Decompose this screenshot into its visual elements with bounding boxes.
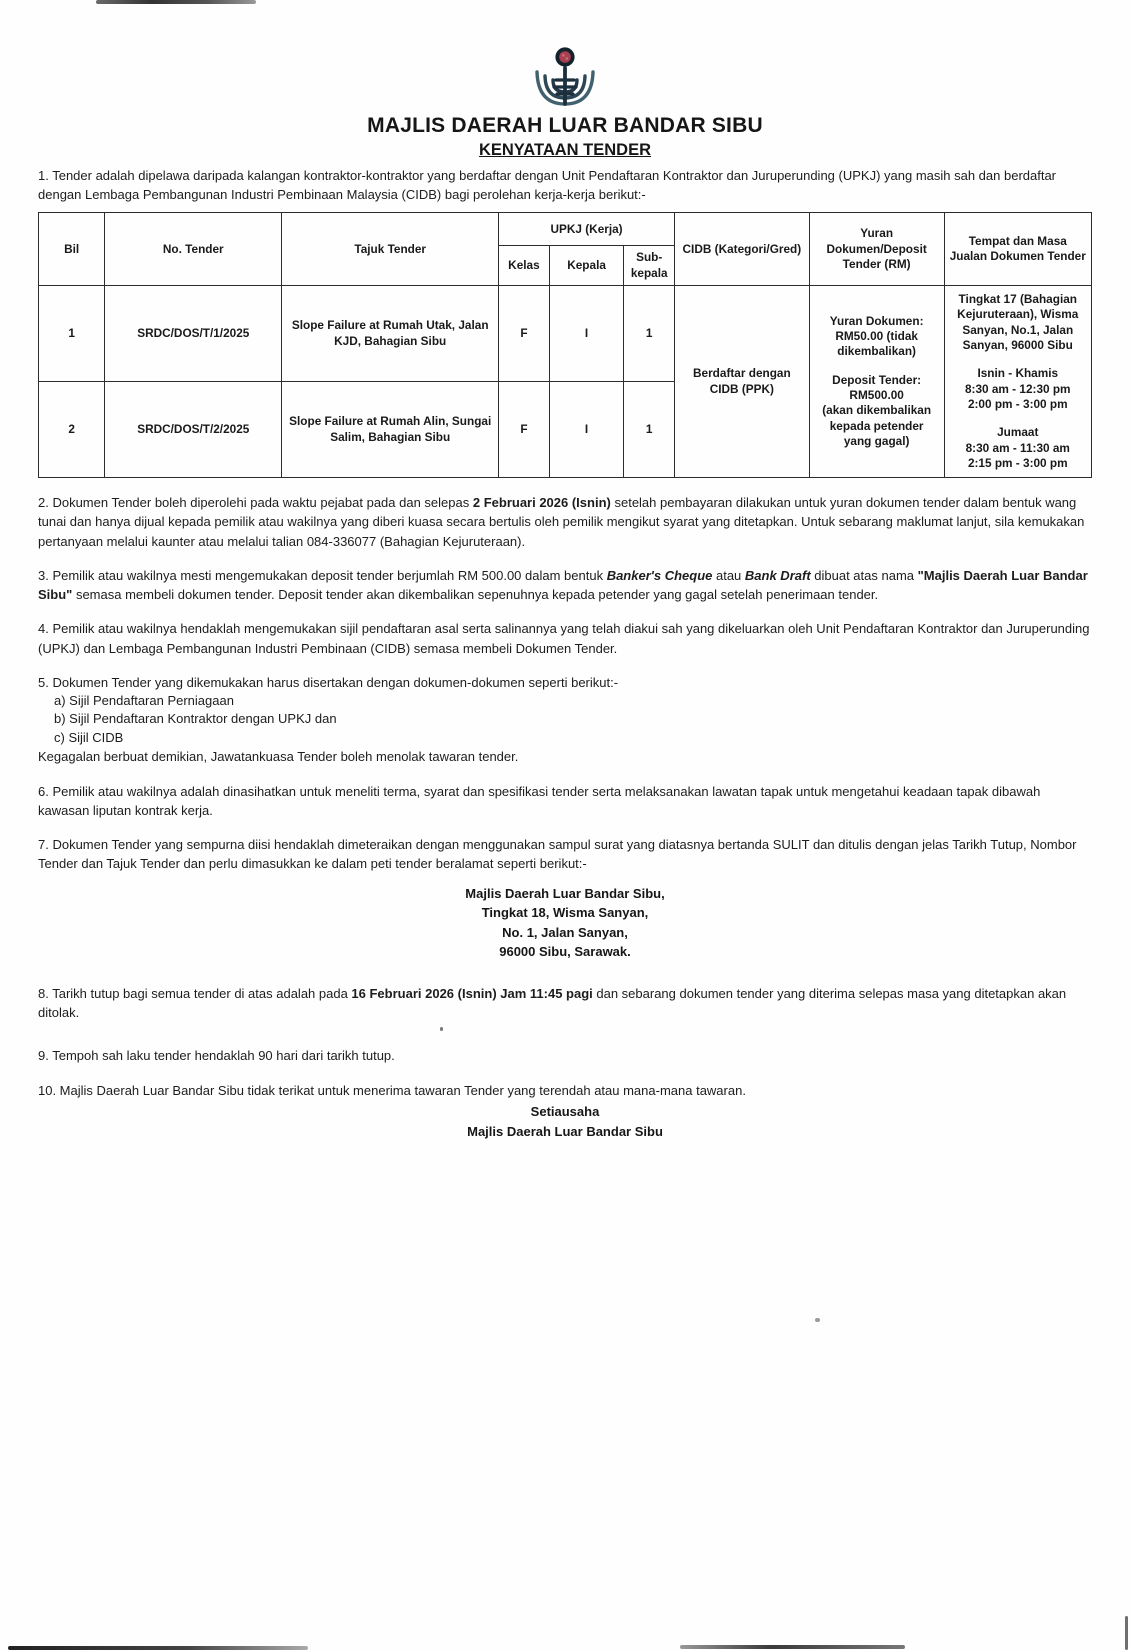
yuran-fee-detail: RM50.00 (tidak dikembalikan) xyxy=(835,329,918,359)
clause-5-item-c: c) Sijil CIDB xyxy=(54,729,124,745)
header-logo-container xyxy=(38,0,1092,112)
address-line: Tingkat 18, Wisma Sanyan, xyxy=(481,905,649,921)
col-header-upkj-group: UPKJ (Kerja) xyxy=(499,213,675,246)
col-header-tempat: Tempat dan Masa Jualan Dokumen Tender xyxy=(944,213,1091,286)
document-title: KENYATAAN TENDER xyxy=(478,141,652,159)
tempat-time1a: 8:30 am - 12:30 pm xyxy=(964,381,1071,396)
col-header-tajuk: Tajuk Tender xyxy=(282,213,499,286)
col-header-cidb: CIDB (Kategori/Gred) xyxy=(674,213,809,286)
clause-10: 10. Majlis Daerah Luar Bandar Sibu tidak terikat untuk menerima tawaran Tender yang terendah atau mana-mana tawaran. xyxy=(38,1083,746,1099)
cell-kepala: I xyxy=(549,286,624,382)
clause-2-text: setelah pembayaran dilakukan untuk yuran dokumen tender dalam bentuk wang tunai dan hanya dijual kepada pemilik atau wakilnya yang diberi kuasa secara bertulis oleh pemilik mengikut syarat yang ditetapkan. Untuk sebarang maklumat lanjut, sila kemukakan pertanyaan melalui kaunter atau melalui talian 084-336077 (Bahagian Kejuruteraan). xyxy=(38,495,1085,549)
clause-3-text: 3. Pemilik atau wakilnya mesti mengemukakan deposit tender berjumlah RM 500.00 dalam bentuk xyxy=(38,567,607,583)
col-header-kepala: Kepala xyxy=(549,246,624,286)
cell-no-tender: SRDC/DOS/T/1/2025 xyxy=(105,286,282,382)
cell-bil: 2 xyxy=(39,382,105,478)
spacer xyxy=(950,353,1086,366)
cell-no-tender: SRDC/DOS/T/2/2025 xyxy=(105,382,282,478)
scan-smudge-bottom-mid xyxy=(680,1645,905,1649)
clause-3 xyxy=(38,566,1092,604)
yuran-deposit-amount: RM500.00 xyxy=(849,388,904,403)
scan-smudge-bottom-left xyxy=(8,1646,308,1650)
scan-speck xyxy=(815,1318,820,1322)
address-line: 96000 Sibu, Sarawak. xyxy=(499,944,631,960)
clause-8-text: dan sebarang dokumen tender yang diterima selepas masa yang ditetapkan akan ditolak. xyxy=(38,985,1067,1020)
cell-sub-kepala: 1 xyxy=(624,382,675,478)
clause-7: 7. Dokumen Tender yang sempurna diisi hendaklah dimeteraikan dengan menggunakan sampul surat yang diatasnya bertanda SULIT dan ditulis dengan jelas Tarikh Tutup, Nombor Tender dan Tajuk Tender dan perlu dimasukkan ke dalam peti tender beralamat seperti berikut:- xyxy=(38,837,1077,872)
cell-cidb-merged: Berdaftar dengan CIDB (PPK) xyxy=(674,286,809,478)
clause-3-bank-draft: Bank Draft xyxy=(744,567,811,583)
signature-block xyxy=(38,1102,1092,1141)
clause-3-payee-name: "Majlis Daerah Luar Bandar Sibu" xyxy=(38,567,1088,603)
cell-tempat-merged xyxy=(944,286,1091,478)
yuran-deposit-title: Deposit Tender: xyxy=(832,372,922,387)
col-header-kelas: Kelas xyxy=(499,246,550,286)
clause-3-text: atau xyxy=(712,567,745,583)
clause-3-bankers-cheque: Banker's Cheque xyxy=(606,567,713,583)
clause-8-text: 8. Tarikh tutup bagi semua tender di atas adalah pada xyxy=(38,985,352,1001)
logo-dot-center xyxy=(559,51,571,63)
col-header-bil: Bil xyxy=(39,213,105,286)
clause-8-closing-date: 16 Februari 2026 (Isnin) Jam 11:45 pagi xyxy=(351,985,593,1001)
clause-5-item-b: b) Sijil Pendaftaran Kontraktor dengan UPKJ dan xyxy=(54,711,337,727)
tender-box-address xyxy=(38,884,1092,962)
scan-smudge-top xyxy=(96,0,256,4)
scan-smudge-corner xyxy=(1125,1616,1128,1650)
cell-kepala: I xyxy=(549,382,624,478)
cell-tajuk: Slope Failure at Rumah Utak, Jalan KJD, Bahagian Sibu xyxy=(282,286,499,382)
organization-name: MAJLIS DAERAH LUAR BANDAR SIBU xyxy=(367,114,763,137)
clause-9: 9. Tempoh sah laku tender hendaklah 90 hari dari tarikh tutup. xyxy=(38,1048,395,1063)
cell-kelas: F xyxy=(499,286,550,382)
tempat-days2: Jumaat xyxy=(997,425,1039,440)
clause-5-head: 5. Dokumen Tender yang dikemukakan harus disertakan dengan dokumen-dokumen seperti berikut:- xyxy=(38,674,619,690)
tempat-time2a: 8:30 am - 11:30 am xyxy=(965,440,1070,455)
cell-kelas: F xyxy=(499,382,550,478)
clause-3-text: semasa membeli dokumen tender. Deposit tender akan dikembalikan sepenuhnya kepada petender yang gagal setelah penerimaan tender. xyxy=(72,587,879,603)
table-header-row-1 xyxy=(39,213,1092,246)
clause-2-text: 2. Dokumen Tender boleh diperolehi pada waktu pejabat pada dan selepas xyxy=(38,495,473,511)
spacer xyxy=(815,360,939,373)
col-header-sub-kepala: Sub-kepala xyxy=(624,246,675,286)
clause-5-note: Kegagalan berbuat demikian, Jawatankuasa Tender boleh menolak tawaran tender. xyxy=(38,749,519,765)
clause-5-item-a: a) Sijil Pendaftaran Perniagaan xyxy=(54,693,234,708)
clause-1: 1. Tender adalah dipelawa daripada kalangan kontraktor-kontraktor yang berdaftar dengan Unit Pendaftaran Kontraktor dan Juruperunding (UPKJ) yang masih sah dan berdaftar dengan Lembaga Pembangunan Industri Pembinaan Malaysia (CIDB) bagi perolehan kerja-kerja berikut:- xyxy=(38,168,1057,203)
clause-8 xyxy=(38,984,1092,1022)
yuran-deposit-note: (akan dikembalikan kepada petender yang gagal) xyxy=(822,403,932,449)
clause-6: 6. Pemilik atau wakilnya adalah dinasihatkan untuk meneliti terma, syarat dan spesifikasi tender serta melaksanakan lawatan tapak untuk mengetahui keadaan tapak dibawah kawasan liputan kontrak kerja. xyxy=(38,783,1041,818)
tender-table xyxy=(38,212,1092,478)
table-row xyxy=(39,286,1092,382)
clause-4: 4. Pemilik atau wakilnya hendaklah mengemukakan sijil pendaftaran asal serta salinannya yang telah diakui sah yang dikeluarkan oleh Unit Pendaftaran Kontraktor dan Juruperunding (UPKJ) dan Lembaga Pembangunan Industri Pembinaan (CIDB) semasa membeli Dokumen Tender. xyxy=(38,621,1090,656)
yuran-fee-title: Yuran Dokumen: xyxy=(829,313,924,328)
clause-2-date: 2 Februari 2026 (Isnin) xyxy=(472,495,611,511)
cell-bil: 1 xyxy=(39,286,105,382)
signature-org: Majlis Daerah Luar Bandar Sibu xyxy=(467,1123,663,1139)
col-header-no-tender: No. Tender xyxy=(105,213,282,286)
address-line: Majlis Daerah Luar Bandar Sibu, xyxy=(465,885,665,901)
tempat-time2b: 2:15 pm - 3:00 pm xyxy=(967,455,1068,470)
mdlbs-crest-logo-icon xyxy=(527,46,603,112)
tempat-days1: Isnin - Khamis xyxy=(977,366,1059,381)
cell-yuran-merged xyxy=(809,286,944,478)
clause-2 xyxy=(38,493,1092,551)
scan-speck xyxy=(440,1027,443,1031)
clause-3-text: dibuat atas nama xyxy=(810,567,918,583)
address-line: No. 1, Jalan Sanyan, xyxy=(502,924,628,940)
signature-title: Setiausaha xyxy=(530,1104,600,1120)
tempat-address: Tingkat 17 (Bahagian Kejuruteraan), Wisma Sanyan, No.1, Jalan Sanyan, 96000 Sibu xyxy=(957,291,1079,352)
tempat-time1b: 2:00 pm - 3:00 pm xyxy=(967,396,1068,411)
cell-sub-kepala: 1 xyxy=(624,286,675,382)
spacer xyxy=(950,412,1086,425)
cell-tajuk: Slope Failure at Rumah Alin, Sungai Salim, Bahagian Sibu xyxy=(282,382,499,478)
col-header-yuran: Yuran Dokumen/Deposit Tender (RM) xyxy=(809,213,944,286)
